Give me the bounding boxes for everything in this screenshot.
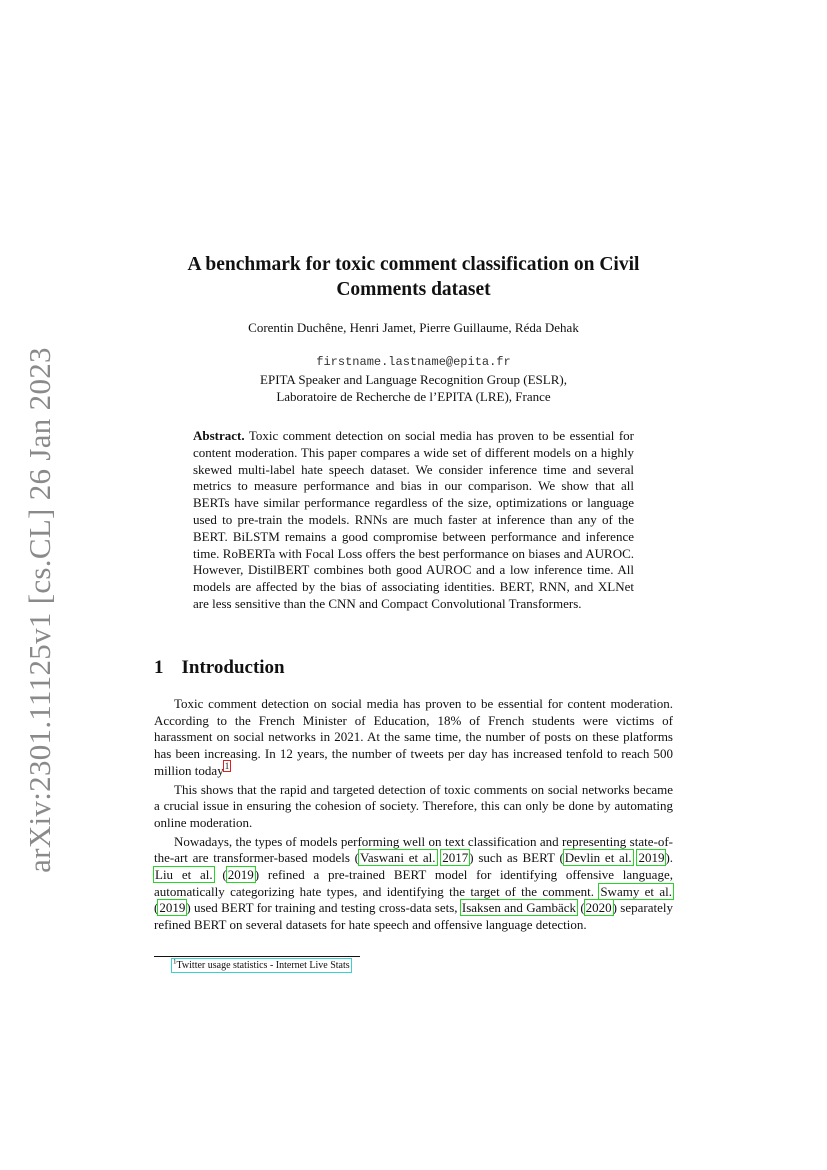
p3-text: ). — [665, 850, 674, 866]
intro-paragraph-1 — [154, 696, 673, 780]
section-heading-introduction — [154, 657, 285, 679]
abstract-label: Abstract. — [193, 428, 245, 443]
p3-text: ) refined a pre-trained BERT model for identifying offensive language, automatically categorizing hate types, and identifying the target of the comment. — [154, 867, 673, 899]
abstract-text: Toxic comment detection on social media has proven to be essential for content moderation. This paper compares a wide set of different models on a highly skewed multi-label hate speech dataset. We consider inference time and several metrics to measure performance and bias in our comparison. We show that all BERTs have similar performance regardless of the size, optimizations or language used to pre-train the models. RNNs are much faster at inference than any of the BERT. BiLSTM remains a good compromise between performance and inference time. RoBERTa with Focal Loss offers the best performance on biases and AUROC. However, DistilBERT combines both good AUROC and a low inference time. All models are affected by the bias of associating identities. BERT, RNN, and XLNet are less sensitive than the CNN and Compact Convolutional Transformers. — [193, 428, 634, 611]
section-title: Introduction — [181, 657, 285, 678]
p3-text: ( — [577, 900, 585, 916]
paper-title — [154, 252, 673, 302]
footnote-text: Twitter usage statistics - Internet Live Stats — [176, 960, 350, 972]
abstract — [193, 428, 634, 613]
footnote-divider — [154, 956, 360, 957]
author-email: firstname.lastname@epita.fr — [316, 355, 511, 369]
citation-link[interactable]: Swamy et al. — [600, 883, 672, 899]
affiliation — [154, 371, 673, 405]
intro-paragraph-1-text: Toxic comment detection on social media has proven to be essential for content moderation. According to the French Minister of Education, 18% of French students were victims of harassment on social networks in 2021. At the same time, the number of posts on these platforms has been increasing. In 12 years, the number of tweets per day has increased tenfold to reach 500 million today — [154, 696, 673, 778]
citation-year-link[interactable]: 2017 — [442, 850, 469, 866]
citation-year-link[interactable]: 2019 — [227, 867, 254, 883]
citation-year-link[interactable]: 2019 — [159, 900, 186, 916]
footnote-number: 1 — [173, 958, 177, 966]
p3-text: ) used BERT for training and testing cross-data sets, — [186, 900, 461, 916]
p3-text: ( — [213, 867, 227, 883]
title-line-1: A benchmark for toxic comment classification on Civil — [187, 254, 640, 275]
footnote — [172, 958, 351, 971]
affiliation-line-2: Laboratoire de Recherche de l’EPITA (LRE), France — [276, 389, 551, 404]
arxiv-identifier-stamp — [20, 346, 60, 873]
intro-paragraph-3 — [154, 834, 673, 934]
introduction-body — [154, 696, 673, 936]
p3-text: ) separately refined BERT on several datasets for hate speech and offensive language detection. — [154, 900, 673, 933]
citation-year-link[interactable]: 2020 — [585, 900, 612, 916]
section-number: 1 — [154, 657, 164, 678]
footnote-link[interactable] — [172, 959, 351, 972]
p3-text: ( — [154, 900, 159, 916]
author-list: Corentin Duchêne, Henri Jamet, Pierre Guillaume, Réda Dehak — [248, 320, 579, 335]
title-line-2: Comments dataset — [336, 279, 491, 300]
citation-link[interactable]: Devlin et al. — [564, 850, 632, 866]
arxiv-identifier-text: arXiv:2301.11125v1 [cs.CL] 26 Jan 2023 — [22, 346, 58, 873]
intro-paragraph-2: This shows that the rapid and targeted detection of toxic comments on social networks became a crucial issue in ensuring the cohesion of society. Therefore, this can only be done by automating online moderation. — [154, 781, 673, 830]
p3-text: ) such as BERT ( — [469, 850, 564, 866]
footnote-ref-link[interactable]: 1 — [224, 761, 230, 772]
citation-link[interactable]: Liu et al. — [155, 867, 213, 883]
citation-link[interactable]: Vaswani et al. — [359, 850, 436, 866]
citation-link[interactable]: Isaksen and Gambäck — [461, 900, 577, 916]
citation-year-link[interactable]: 2019 — [638, 850, 665, 866]
affiliation-line-1: EPITA Speaker and Language Recognition Group (ESLR), — [260, 372, 567, 387]
p3-text: Nowadays, the types of models performing well on text classification and representing state-of-the-art are transformer-based models ( — [154, 833, 673, 866]
